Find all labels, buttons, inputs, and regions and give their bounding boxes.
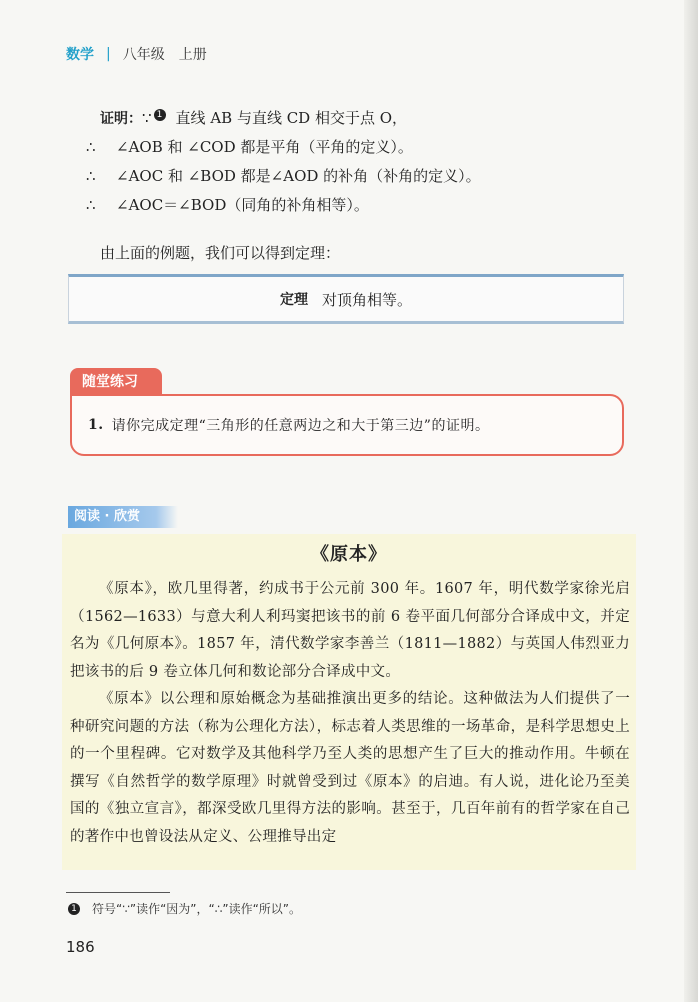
proof-line-3: [86, 162, 660, 191]
reading-article: [62, 534, 636, 870]
proof-label: 证明：: [100, 111, 142, 127]
article-title: 《原本》: [311, 544, 387, 565]
therefore-symbol: ∴: [86, 196, 96, 214]
theorem-box: [68, 274, 624, 324]
practice-box: [70, 394, 624, 456]
article-paragraph-1: 《原本》，欧几里得著，约成书于公元前 300 年。1607 年，明代数学家徐光启（1562—1633）与意大利人利玛窦把该书的前 6 卷平面几何部分合译成中文，并定名为《几何原本》。1857 年，清代数学家李善兰（1811—1882）与英国人伟烈亚力把该书的后 9 卷立体几何和数论部分合译成中文。: [70, 581, 630, 680]
header-subject: 数学: [66, 47, 94, 63]
proof-line-3-text: ∠AOC 和 ∠BOD 都是∠AOD 的补角（补角的定义）。: [116, 167, 481, 185]
practice-number: 1.: [88, 417, 104, 433]
footnote: [68, 900, 301, 917]
header-grade: 八年级 上册: [122, 47, 207, 63]
header-separator: |: [106, 46, 111, 62]
proof-line-4-text: ∠AOC＝∠BOD（同角的补角相等）。: [116, 196, 369, 214]
reading-tab: 阅读 · 欣赏: [68, 506, 178, 528]
footnote-marker-icon: 1: [68, 903, 80, 915]
footnote-marker-icon: 1: [154, 109, 166, 121]
therefore-symbol: ∴: [86, 138, 96, 156]
page-number: 186: [66, 938, 95, 956]
proof-line-1-text: 直线 AB 与直线 CD 相交于点 O，: [175, 109, 408, 127]
proof-block: [86, 104, 660, 220]
proof-line-1: [100, 104, 660, 133]
theorem-text: 对顶角相等。: [321, 290, 412, 309]
footnote-text: 符号“∵”读作“因为”，“∴”读作“所以”。: [92, 902, 302, 916]
practice-text: 请你完成定理“三角形的任意两边之和大于第三边”的证明。: [111, 418, 490, 434]
proof-line-2-text: ∠AOB 和 ∠COD 都是平角（平角的定义）。: [116, 138, 413, 156]
lead-text: 由上面的例题，我们可以得到定理：: [100, 244, 341, 262]
article-paragraph-2: 《原本》以公理和原始概念为基础推演出更多的结论。这种做法为人们提供了一种研究问题的方法（称为公理化方法），标志着人类思维的一场革命，是科学思想史上的一个里程碑。它对数学及其他科学乃至人类的思想产生了巨大的推动作用。牛顿在撰写《自然哲学的数学原理》时就曾受到过《原本》的启迪。有人说，进化论乃至美国的《独立宣言》，都深受欧几里得方法的影响。甚至于，几百年前有的哲学家在自己的著作中也曾设法从定义、公理推导出定: [70, 691, 630, 845]
proof-line-4: [86, 191, 660, 220]
practice-tab: 随堂练习: [70, 368, 162, 396]
theorem-label: 定理: [279, 292, 308, 308]
proof-line-2: [86, 133, 660, 162]
page-edge: [684, 0, 698, 1002]
because-symbol: ∵: [142, 109, 152, 127]
page-header: [66, 44, 207, 64]
footnote-divider: [66, 892, 170, 893]
therefore-symbol: ∴: [86, 167, 96, 185]
